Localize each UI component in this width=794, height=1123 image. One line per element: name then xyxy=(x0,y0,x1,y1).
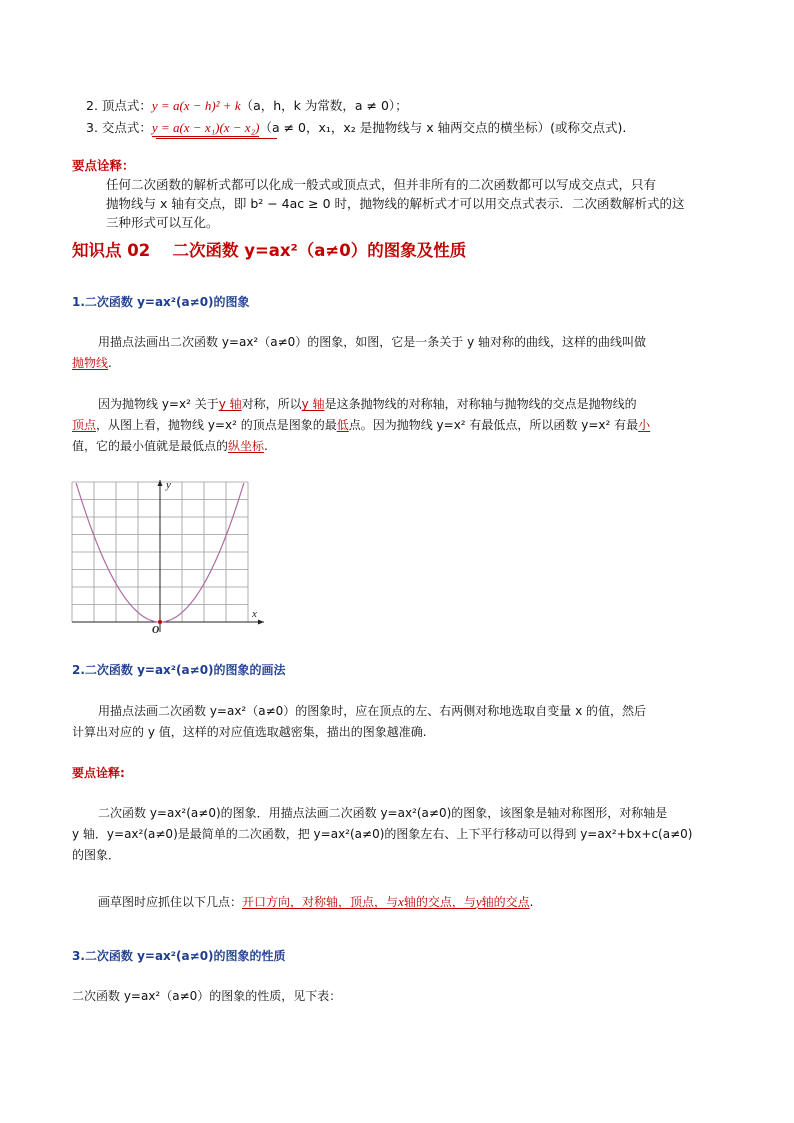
sub2-heading: 2.二次函数 y=ax²(a≠0)的图象的画法 xyxy=(72,663,286,677)
term-y-axis-2: y 轴 xyxy=(301,397,325,411)
vertex-form-note: （a，h，k 为常数，a ≠ 0）； xyxy=(240,98,408,113)
sub1-para2-line2: 顶点，从图上看，抛物线 y=x² 的顶点是图象的最低点。因为抛物线 y=x² 有最低点，所以函数 y=x² 有最小 xyxy=(72,418,651,432)
sketch-points-c: 轴的交点 xyxy=(481,895,530,909)
sub1-para2-line3: 值，它的最小值就是最低点的纵坐标. xyxy=(72,439,268,453)
sub1-para1-line1: 用描点法画出二次函数 y=ax²（a≠0）的图象，如图，它是一条关于 y 轴对称的曲线，这样的曲线叫做 xyxy=(98,335,647,349)
section-title: 知识点 02 二次函数 y=ax²（a≠0）的图象及性质 xyxy=(72,241,467,260)
term-ordinate: 纵坐标 xyxy=(228,439,265,453)
sub1-para2-line1: 因为抛物线 y=x² 关于y 轴对称，所以y 轴是这条抛物线的对称轴，对称轴与抛物线的交点是抛物线的 xyxy=(98,397,637,411)
x-axis-label: x xyxy=(252,608,257,620)
vertex-form-label: 2. 顶点式： xyxy=(86,98,152,113)
sub2-line-1: 用描点法画二次函数 y=ax²（a≠0）的图象时，应在顶点的左、右两侧对称地选取自变量 x 的值，然后 xyxy=(98,704,647,718)
vertex-point xyxy=(158,620,162,624)
intercept-form-line xyxy=(86,119,626,136)
note2-title: 要点诠释: xyxy=(72,766,125,780)
sub3-line-1: 二次函数 y=ax²（a≠0）的图象的性质，见下表： xyxy=(72,989,342,1003)
intercept-formula: y = a(x − x₁)(x − x₂) xyxy=(151,120,260,135)
sketch-points-b: 轴的交点，与 xyxy=(403,895,476,909)
parabola-graph xyxy=(68,474,268,636)
sketch-line: 画草图时应抓住以下几点：开口方向，对称轴，顶点，与x轴的交点，与y轴的交点. xyxy=(98,894,534,909)
vertex-formula: y = a(x − h)² + k xyxy=(151,98,241,113)
sub3-heading: 3.二次函数 y=ax²(a≠0)的图象的性质 xyxy=(72,949,286,963)
term-vertex: 顶点 xyxy=(72,418,97,432)
intercept-form-label: 3. 交点式： xyxy=(86,120,152,135)
term-min: 小 xyxy=(638,418,651,432)
note-line-1: 任何二次函数的解析式都可以化成一般式或顶点式，但并非所有的二次函数都可以写成交点式，只有 xyxy=(106,177,657,192)
sketch-points-a: 开口方向，对称轴，顶点，与 xyxy=(242,895,399,909)
note-line-3: 三种形式可以互化。 xyxy=(106,215,219,230)
intercept-form-note: （a ≠ 0，x₁，x₂ 是抛物线与 x 轴两交点的横坐标）(或称交点式). xyxy=(259,120,627,135)
origin-label: O xyxy=(152,625,160,636)
term-parabola: 抛物线 xyxy=(72,356,109,370)
term-lowest: 低 xyxy=(336,418,349,432)
vertex-form-line xyxy=(86,97,408,114)
x-axis-arrow xyxy=(258,620,264,625)
note2-line-2: y 轴．y=ax²(a≠0)是最简单的二次函数，把 y=ax²(a≠0)的图象左右、上下平行移动可以得到 y=ax²+bx+c(a≠0) xyxy=(72,827,693,841)
sub1-para1-line2: 抛物线. xyxy=(72,356,112,370)
note-line-2: 抛物线与 x 轴有交点，即 b² − 4ac ≥ 0 时，抛物线的解析式才可以用交点式表示．二次函数解析式的这 xyxy=(106,196,685,211)
sub1-heading: 1.二次函数 y=ax²(a≠0)的图象 xyxy=(72,295,250,309)
note-title: 要点诠释： xyxy=(72,158,135,173)
note2-line-3: 的图象． xyxy=(72,848,121,862)
note2-line-1: 二次函数 y=ax²(a≠0)的图象．用描点法画二次函数 y=ax²(a≠0)的图象，该图象是轴对称图形，对称轴是 xyxy=(98,806,668,820)
sub2-line-2: 计算出对应的 y 值，这样的对应值选取越密集，描出的图象越准确. xyxy=(72,725,427,739)
y-axis-arrow xyxy=(158,480,163,486)
term-y-axis-1: y 轴 xyxy=(218,397,242,411)
y-axis-label: y xyxy=(166,479,171,491)
formula-underline xyxy=(156,138,277,139)
